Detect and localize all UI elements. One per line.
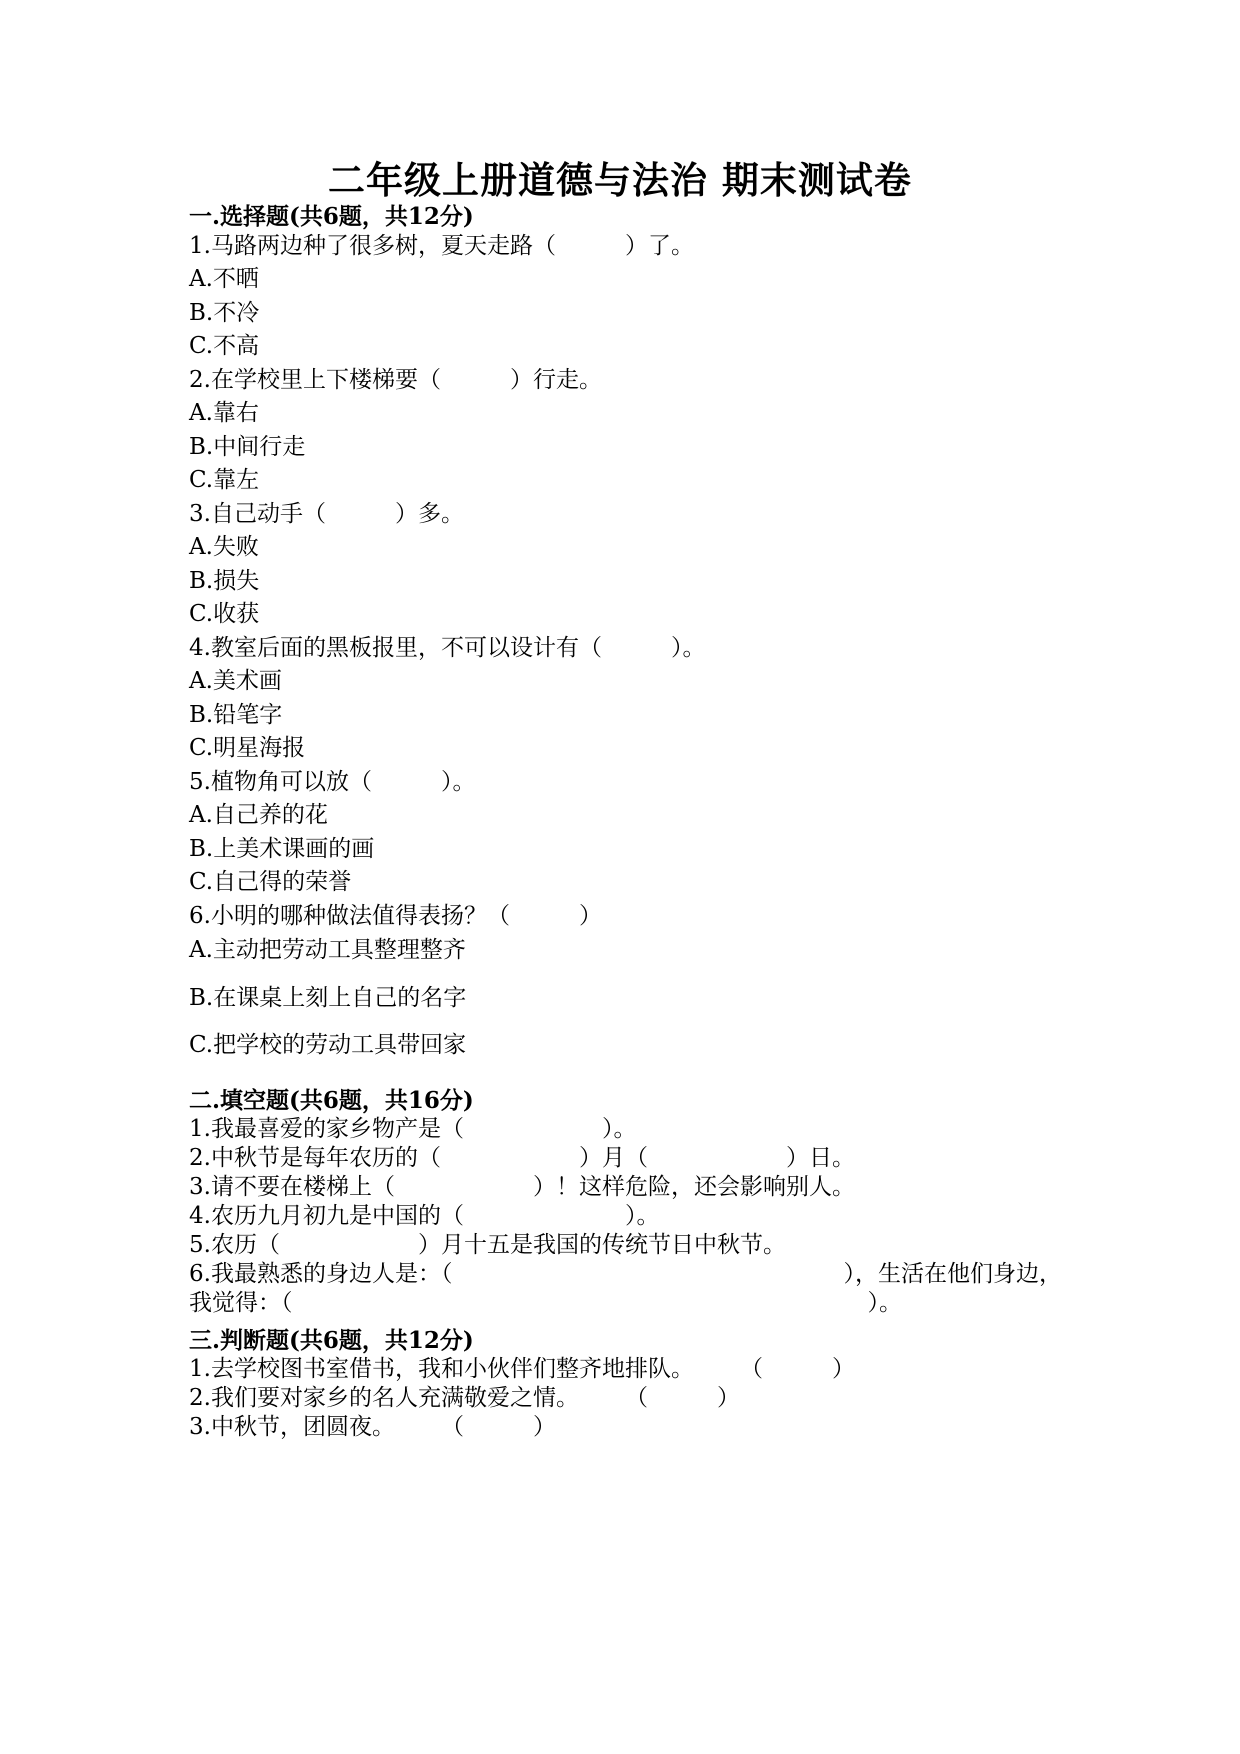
option-line: B.铅笔字	[189, 702, 283, 728]
option-line: B.上美术课画的画	[189, 836, 375, 862]
question-line: 3.自己动手（ ）多。	[189, 501, 464, 527]
option-line: C.收获	[189, 601, 260, 627]
question-line-continued: 我觉得：（ ）。	[189, 1290, 902, 1316]
option-line: C.把学校的劳动工具带回家	[189, 1032, 467, 1058]
option-line: B.损失	[189, 568, 260, 594]
option-line: A.不晒	[189, 266, 259, 292]
option-line: C.靠左	[189, 467, 260, 493]
question-line: 1.去学校图书室借书，我和小伙伴们整齐地排队。 （ ）	[189, 1356, 855, 1382]
option-line: A.美术画	[189, 668, 282, 694]
question-line: 4.教室后面的黑板报里，不可以设计有（ ）。	[189, 635, 706, 661]
option-line: B.在课桌上刻上自己的名字	[189, 985, 467, 1011]
option-line: A.自己养的花	[189, 802, 328, 828]
question-line: 1.马路两边种了很多树，夏天走路（ ）了。	[189, 233, 694, 259]
question-line: 1.我最喜爱的家乡物产是（ ）。	[189, 1116, 637, 1142]
question-line: 2.在学校里上下楼梯要（ ）行走。	[189, 367, 602, 393]
section-heading-fill: 二.填空题(共6题，共16分)	[189, 1087, 474, 1114]
option-line: A.失败	[189, 534, 259, 560]
question-line: 5.植物角可以放（ ）。	[189, 769, 476, 795]
option-line: C.自己得的荣誉	[189, 869, 352, 895]
section-heading-judge: 三.判断题(共6题，共12分)	[189, 1327, 474, 1354]
option-line: C.明星海报	[189, 735, 306, 761]
page-title: 二年级上册道德与法治 期末测试卷	[328, 158, 912, 202]
option-line: A.主动把劳动工具整理整齐	[189, 937, 466, 963]
question-line: 2.我们要对家乡的名人充满敬爱之情。 （ ）	[189, 1385, 740, 1411]
question-line: 6.我最熟悉的身边人是：（ ），生活在他们身边，	[189, 1261, 1062, 1287]
section-heading-choice: 一.选择题(共6题，共12分)	[189, 203, 474, 230]
option-line: C.不高	[189, 333, 260, 359]
option-line: A.靠右	[189, 400, 259, 426]
option-line: B.中间行走	[189, 434, 306, 460]
question-line: 2.中秋节是每年农历的（ ）月（ ）日。	[189, 1145, 855, 1171]
question-line: 4.农历九月初九是中国的（ ）。	[189, 1203, 660, 1229]
question-line: 5.农历（ ）月十五是我国的传统节日中秋节。	[189, 1232, 786, 1258]
question-line: 3.中秋节，团圆夜。 （ ）	[189, 1414, 556, 1440]
question-line: 6.小明的哪种做法值得表扬？（ ）	[189, 903, 602, 929]
question-line: 3.请不要在楼梯上（ ）！这样危险，还会影响别人。	[189, 1174, 855, 1200]
option-line: B.不冷	[189, 300, 260, 326]
